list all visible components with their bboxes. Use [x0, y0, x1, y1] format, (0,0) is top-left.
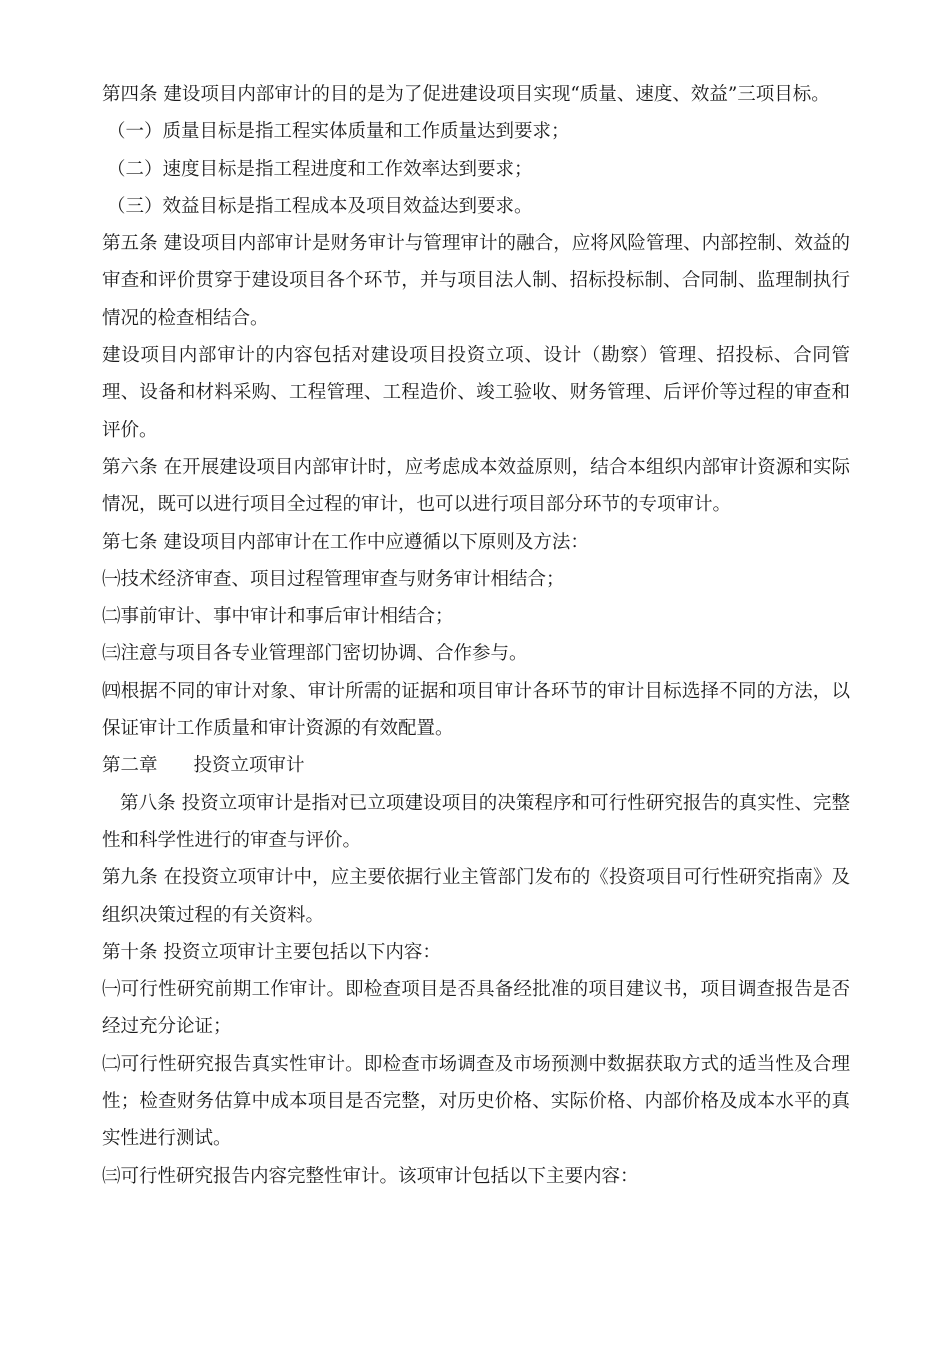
principle-item-2: ㈡事前审计、事中审计和事后审计相结合； — [102, 606, 454, 628]
principle-item-3: ㈢注意与项目各专业管理部门密切协调、合作参与。 — [102, 643, 528, 665]
principle-item-1: ㈠技术经济审查、项目过程管理审查与财务审计相结合； — [102, 568, 565, 590]
article-5-paragraph: 第五条 建设项目内部审计是财务审计与管理审计的融合，应将风险管理、内部控制、效益的审查和评价贯穿于建设项目各个环节，并与项目法人制、招标投标制、合同制、监理制执行情况的检查相结合。 — [102, 233, 850, 329]
content-item-3: ㈢可行性研究报告内容完整性审计。该项审计包括以下主要内容： — [102, 1165, 639, 1187]
article-6-paragraph: 第六条 在开展建设项目内部审计时，应考虑成本效益原则，结合本组织内部审计资源和实际情况，既可以进行项目全过程的审计，也可以进行项目部分环节的专项审计。 — [102, 456, 850, 516]
principle-item-4: ㈣根据不同的审计对象、审计所需的证据和项目审计各环节的审计目标选择不同的方法，以保证审计工作质量和审计资源的有效配置。 — [102, 680, 850, 740]
article-8-paragraph: 第八条 投资立项审计是指对已立项建设项目的决策程序和可行性研究报告的真实性、完整性和科学性进行的审查与评价。 — [102, 792, 850, 851]
article-10-paragraph: 第十条 投资立项审计主要包括以下内容： — [102, 941, 441, 963]
content-item-2: ㈡可行性研究报告真实性审计。即检查市场调查及市场预测中数据获取方式的适当性及合理性；检查财务估算中成本项目是否完整，对历史价格、实际价格、内部价格及成本水平的真实性进行测试。 — [102, 1053, 850, 1150]
article-9-paragraph: 第九条 在投资立项审计中，应主要依据行业主管部门发布的《投资项目可行性研究指南》及组织决策过程的有关资料。 — [102, 867, 850, 926]
content-item-1: ㈠可行性研究前期工作审计。即检查项目是否具备经批准的项目建议书，项目调查报告是否经过充分论证； — [102, 979, 850, 1038]
chapter-title: 投资立项审计 — [193, 755, 305, 777]
list-item-quality-goal: （一）质量目标是指工程实体质量和工作质量达到要求； — [107, 121, 570, 143]
list-item-benefit-goal: （三）效益目标是指工程成本及项目效益达到要求。 — [107, 195, 533, 217]
audit-content-paragraph: 建设项目内部审计的内容包括对建设项目投资立项、设计（勘察）管理、招投标、合同管理、设备和材料采购、工程管理、工程造价、竣工验收、财务管理、后评价等过程的审查和评价。 — [102, 345, 850, 441]
chapter-heading — [102, 747, 850, 784]
article-4-paragraph: 第四条 建设项目内部审计的目的是为了促进建设项目实现“质量、速度、效益”三项目标。 — [102, 84, 830, 105]
document-body — [102, 76, 850, 1195]
chapter-number: 第二章 — [102, 755, 158, 777]
list-item-speed-goal: （二）速度目标是指工程进度和工作效率达到要求； — [107, 158, 533, 180]
article-7-paragraph: 第七条 建设项目内部审计在工作中应遵循以下原则及方法： — [102, 531, 589, 553]
